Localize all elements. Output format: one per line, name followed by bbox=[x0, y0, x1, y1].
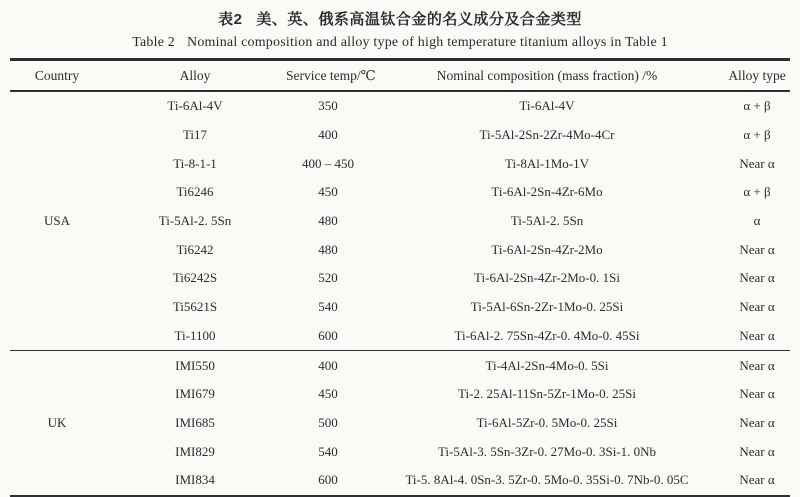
composition-cell: Ti-5. 8Al-4. 0Sn-3. 5Zr-0. 5Mo-0. 35Si-0. 7Nb-0. 05C bbox=[405, 472, 689, 488]
alloy-type-cell: α + β bbox=[743, 98, 771, 114]
table-title-english bbox=[0, 33, 800, 52]
alloy-cell: Ti6246 bbox=[176, 184, 214, 200]
alloy-cell: IMI679 bbox=[175, 386, 215, 402]
table-number-zh: 表2 bbox=[218, 11, 243, 28]
alloy-cell: Ti-1100 bbox=[174, 327, 216, 343]
table-title-chinese bbox=[0, 0, 800, 30]
service-temp-cell: 400 bbox=[318, 127, 338, 143]
composition-cell: Ti-5Al-6Sn-2Zr-1Mo-0. 25Si bbox=[470, 299, 624, 315]
alloy-cell: Ti-6Al-4V bbox=[167, 98, 223, 114]
table-row bbox=[10, 293, 790, 322]
alloy-cell: IMI829 bbox=[175, 443, 215, 459]
alloy-type-cell: Near α bbox=[739, 270, 775, 286]
alloy-type-cell: Near α bbox=[739, 472, 775, 488]
col-header-alloy: Alloy bbox=[104, 60, 286, 92]
table-row bbox=[10, 178, 790, 207]
alloy-cell: IMI550 bbox=[104, 351, 286, 380]
col-header-alloy-type: Alloy type bbox=[724, 60, 790, 92]
composition-cell: Ti-4Al-2Sn-4Mo-0. 5Si bbox=[370, 351, 724, 380]
alloy-cell: Ti6242S bbox=[172, 270, 218, 286]
alloy-type-cell: Near α bbox=[724, 351, 790, 380]
table-row bbox=[10, 149, 790, 178]
table-row bbox=[10, 351, 790, 380]
alloy-cell: IMI685 bbox=[175, 414, 215, 430]
header-row bbox=[10, 60, 790, 92]
alloy-type-cell: Near α bbox=[739, 443, 775, 459]
service-temp-cell: 450 bbox=[318, 184, 338, 200]
table-row bbox=[10, 264, 790, 293]
table-row bbox=[10, 466, 790, 496]
alloy-type-cell: α bbox=[753, 213, 761, 229]
group-uk bbox=[10, 351, 790, 496]
alloy-cell: IMI834 bbox=[175, 472, 215, 488]
col-header-country: Country bbox=[10, 60, 104, 92]
col-header-service-temp: Service temp/℃ bbox=[286, 60, 370, 92]
country-cell: USA bbox=[43, 213, 70, 229]
composition-cell: Ti-6Al-2Sn-4Zr-2Mo-0. 1Si bbox=[474, 270, 620, 286]
alloy-type-cell: Near α bbox=[739, 155, 775, 171]
alloy-cell: Ti5621S bbox=[172, 299, 218, 315]
alloy-type-cell: Near α bbox=[739, 414, 775, 430]
table-row bbox=[10, 380, 790, 409]
alloy-table bbox=[10, 58, 790, 497]
service-temp-cell: 350 bbox=[318, 98, 338, 114]
table-header bbox=[10, 60, 790, 92]
service-temp-cell: 540 bbox=[318, 443, 338, 459]
service-temp-cell: 400 – 450 bbox=[302, 155, 354, 171]
composition-cell: Ti-6Al-2Sn-4Zr-6Mo bbox=[491, 184, 603, 200]
service-temp-cell: 400 bbox=[286, 351, 370, 380]
composition-cell: Ti-5Al-3. 5Sn-3Zr-0. 27Mo-0. 3Si-1. 0Nb bbox=[437, 443, 657, 459]
table-row bbox=[10, 437, 790, 466]
composition-cell: Ti-6Al-2Sn-4Zr-2Mo bbox=[491, 241, 603, 257]
composition-cell: Ti-8Al-1Mo-1V bbox=[504, 155, 590, 171]
composition-cell: Ti-2. 25Al-11Sn-5Zr-1Mo-0. 25Si bbox=[458, 386, 636, 402]
table-number-en: Table 2 bbox=[132, 35, 176, 50]
service-temp-cell: 600 bbox=[318, 472, 338, 488]
table-caption-en: Nominal composition and alloy type of high temperature titanium alloys in Table 1 bbox=[187, 35, 668, 50]
alloy-type-cell: Near α bbox=[739, 327, 775, 343]
service-temp-cell: 600 bbox=[318, 327, 338, 343]
table-row bbox=[10, 235, 790, 264]
service-temp-cell: 480 bbox=[318, 213, 338, 229]
alloy-cell: Ti17 bbox=[182, 127, 208, 143]
alloy-type-cell: Near α bbox=[739, 386, 775, 402]
composition-cell: Ti-5Al-2. 5Sn bbox=[510, 213, 584, 229]
alloy-cell: Ti-5Al-2. 5Sn bbox=[158, 213, 232, 229]
service-temp-cell: 480 bbox=[318, 241, 338, 257]
table-caption-zh: 美、英、俄系高温钛合金的名义成分及合金类型 bbox=[256, 11, 582, 28]
table-row bbox=[10, 207, 790, 236]
service-temp-cell: 520 bbox=[318, 270, 338, 286]
table-row bbox=[10, 91, 790, 121]
composition-cell: Ti-6Al-5Zr-0. 5Mo-0. 25Si bbox=[476, 414, 618, 430]
composition-cell: Ti-5Al-2Sn-2Zr-4Mo-4Cr bbox=[479, 127, 615, 143]
table-row bbox=[10, 409, 790, 438]
alloy-cell: Ti6242 bbox=[176, 241, 214, 257]
group-usa bbox=[10, 91, 790, 351]
composition-cell: Ti-6Al-4V bbox=[519, 98, 575, 114]
country-cell: UK bbox=[10, 351, 104, 496]
alloy-type-cell: α + β bbox=[743, 184, 771, 200]
alloy-type-cell: α + β bbox=[743, 127, 771, 143]
alloy-type-cell: Near α bbox=[739, 241, 775, 257]
table-row bbox=[10, 322, 790, 351]
alloy-type-cell: Near α bbox=[739, 299, 775, 315]
service-temp-cell: 450 bbox=[318, 386, 338, 402]
service-temp-cell: 540 bbox=[318, 299, 338, 315]
composition-cell: Ti-6Al-2. 75Sn-4Zr-0. 4Mo-0. 45Si bbox=[454, 327, 640, 343]
service-temp-cell: 500 bbox=[318, 414, 338, 430]
alloy-cell: Ti-8-1-1 bbox=[173, 155, 217, 171]
col-header-composition: Nominal composition (mass fraction) /% bbox=[370, 60, 724, 92]
table-row bbox=[10, 121, 790, 150]
